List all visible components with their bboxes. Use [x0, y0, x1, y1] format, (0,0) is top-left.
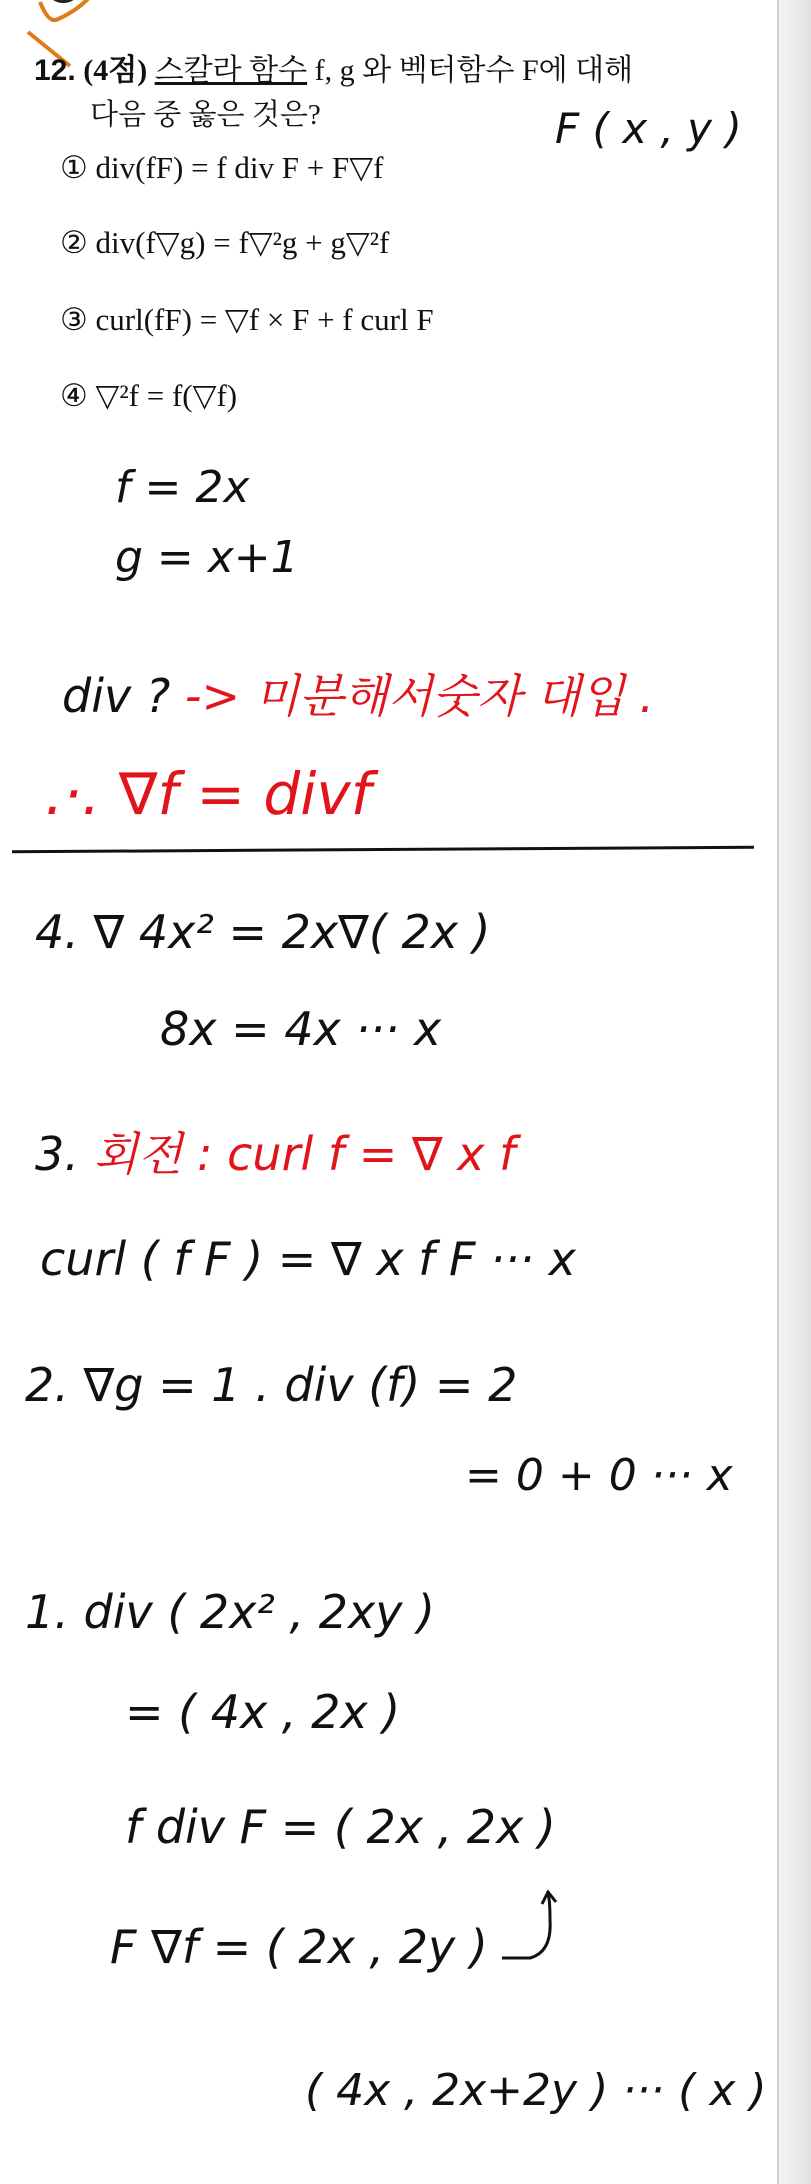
- solution-1-result: ( 4x , 2x+2y ) ··· ( x ): [305, 2065, 767, 2116]
- option-1: ① div(fF) = f div F + F▽f: [60, 150, 384, 185]
- solution-1-line3: f div F = ( 2x , 2x ): [125, 1800, 556, 1854]
- solution-3-line2: curl ( f F ) = ∇ x f F ··· x: [40, 1232, 576, 1286]
- option-3: ③ curl(fF) = ▽f × F + f curl F: [60, 302, 434, 337]
- solution-4-line2: 8x = 4x ··· x: [160, 1002, 442, 1056]
- option-4: ④ ▽²f = f(▽f): [60, 378, 238, 413]
- therefore-note: .·. ∇f = divf: [45, 760, 372, 828]
- solution-1-line2: = ( 4x , 2x ): [125, 1685, 401, 1739]
- solution-3-label: 3.: [35, 1127, 94, 1181]
- div-note: [62, 660, 654, 726]
- solution-1-line1: 1. div ( 2x² , 2xy ): [25, 1585, 435, 1639]
- solution-1-line4: F ∇f = ( 2x , 2y ): [110, 1920, 488, 1974]
- solution-2-line2: = 0 + 0 ··· x: [465, 1450, 733, 1501]
- div-note-red: -> 미분해서숫자 대입 .: [184, 669, 654, 723]
- solution-4-line1: 4. ∇ 4x² = 2x∇( 2x ): [35, 905, 491, 959]
- div-note-black: div ?: [62, 669, 185, 723]
- question-text: f, g 와 벡터함수 F에 대해: [307, 54, 634, 87]
- section-divider: [12, 846, 754, 854]
- handwritten-f-definition: f = 2x: [115, 462, 250, 513]
- bracket-arrow-icon: [500, 1890, 570, 1970]
- page-edge: [777, 0, 811, 2184]
- option-2: ② div(f▽g) = f▽²g + g▽²f: [60, 225, 390, 260]
- question-line2: 다음 중 옳은 것은?: [90, 99, 321, 131]
- question-keyword: 스칼라 함수: [154, 54, 308, 87]
- solution-2-line1: 2. ∇g = 1 . div (f) = 2: [25, 1358, 518, 1412]
- question-number: 12.: [34, 54, 76, 87]
- solution-3-curl-definition: 회전 : curl f = ∇ x f: [93, 1127, 516, 1181]
- question-title: [34, 45, 633, 89]
- handwritten-vector-field: F ( x , y ): [555, 104, 742, 153]
- solution-3-line1: [35, 1118, 515, 1184]
- question-points: (4점): [83, 54, 148, 87]
- handwritten-g-definition: g = x+1: [115, 532, 299, 583]
